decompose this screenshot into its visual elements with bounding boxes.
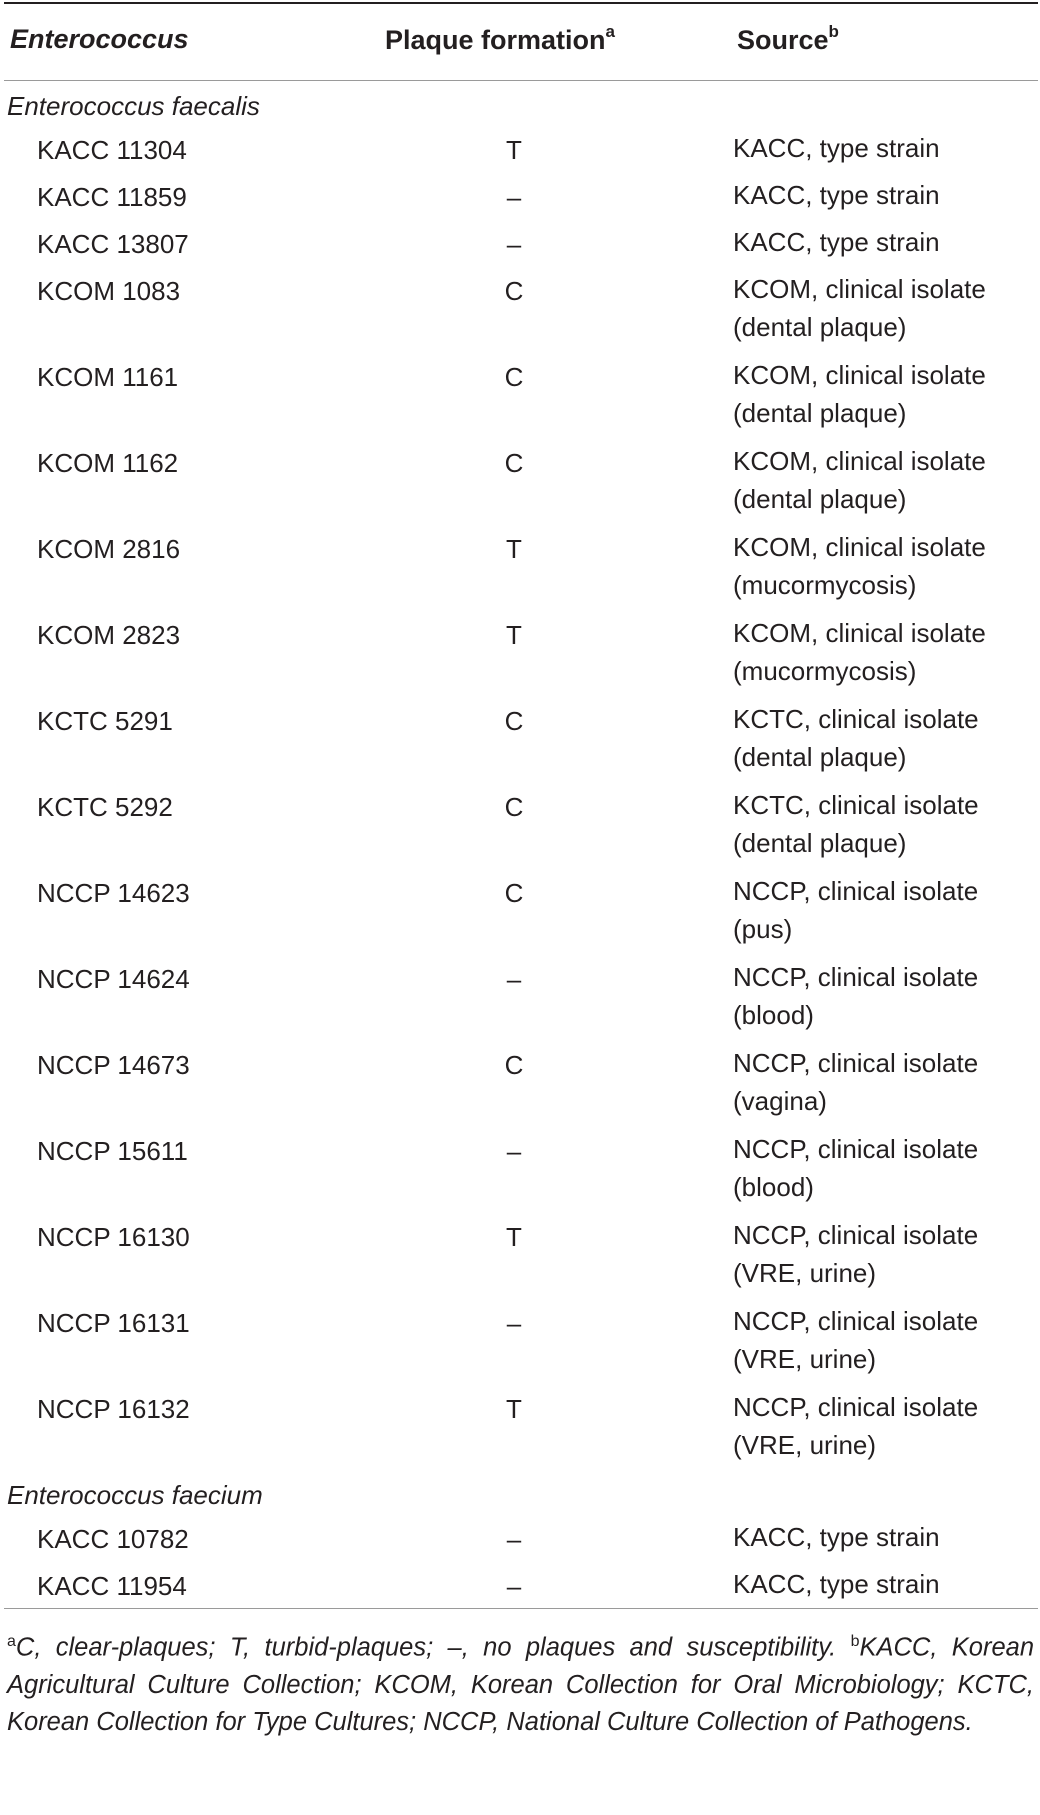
source-line-1: NCCP, clinical isolate bbox=[733, 1048, 979, 1078]
strain-cell: KCOM 1162 bbox=[37, 448, 179, 478]
source-cell bbox=[733, 442, 986, 518]
plaque-cell: C bbox=[504, 362, 524, 392]
source-line-1: NCCP, clinical isolate bbox=[733, 1392, 979, 1422]
source-cell bbox=[733, 1518, 940, 1556]
strain-cell: NCCP 14624 bbox=[37, 964, 190, 994]
plaque-cell: – bbox=[506, 1136, 522, 1166]
source-line-1: NCCP, clinical isolate bbox=[733, 962, 979, 992]
source-line-2: (VRE, urine) bbox=[733, 1258, 877, 1288]
plaque-cell: T bbox=[506, 1394, 522, 1424]
source-line-2: (dental plaque) bbox=[733, 828, 907, 858]
source-line-1: KCOM, clinical isolate bbox=[733, 360, 986, 390]
source-line-2: (mucormycosis) bbox=[733, 656, 917, 686]
source-cell bbox=[733, 1130, 978, 1206]
source-line-2: (VRE, urine) bbox=[733, 1344, 877, 1374]
source-cell bbox=[733, 223, 940, 261]
source-line-1: NCCP, clinical isolate bbox=[733, 876, 979, 906]
strain-cell: KCTC 5291 bbox=[37, 706, 173, 736]
footnote-a-text: C, clear-plaques; T, turbid-plaques; –, no plaques and susceptibility. bbox=[15, 1633, 837, 1662]
plaque-cell: T bbox=[506, 534, 522, 564]
source-cell bbox=[733, 356, 986, 432]
table-row bbox=[4, 172, 1038, 219]
source-line-1: NCCP, clinical isolate bbox=[733, 1134, 979, 1164]
footnote-b-marker: b bbox=[850, 1633, 860, 1650]
plaque-cell: C bbox=[504, 1050, 524, 1080]
strain-cell: NCCP 16132 bbox=[37, 1394, 190, 1424]
table-row bbox=[4, 696, 1038, 782]
source-line-2: (dental plaque) bbox=[733, 398, 907, 428]
footnote-marker-a: a bbox=[605, 22, 615, 41]
header-source: Source$^b$ bbox=[737, 22, 839, 55]
source-line-2: (vagina) bbox=[733, 1086, 827, 1116]
strain-cell: KCOM 2823 bbox=[37, 620, 181, 650]
plaque-cell: T bbox=[506, 1222, 522, 1252]
header-enterococcus: Enterococcus bbox=[10, 24, 189, 54]
source-cell bbox=[733, 176, 940, 214]
source-cell bbox=[733, 700, 979, 776]
table-row bbox=[4, 1561, 1038, 1608]
strain-cell: KACC 11304 bbox=[37, 135, 187, 165]
table-row bbox=[4, 610, 1038, 696]
source-line-2: (dental plaque) bbox=[733, 484, 907, 514]
table-row bbox=[4, 1298, 1038, 1384]
source-line-1: KCTC, clinical isolate bbox=[733, 790, 979, 820]
source-line-2: (blood) bbox=[733, 1000, 814, 1030]
strain-cell: KCOM 2816 bbox=[37, 534, 181, 564]
strain-cell: NCCP 14673 bbox=[37, 1050, 190, 1080]
source-cell bbox=[733, 958, 978, 1034]
table-row bbox=[4, 1040, 1038, 1126]
source-line-1: KACC, type strain bbox=[733, 1569, 940, 1599]
table-row bbox=[4, 1212, 1038, 1298]
strain-table bbox=[4, 2, 1038, 1741]
group-name: Enterococcus faecalis bbox=[7, 91, 260, 121]
group-row bbox=[4, 1470, 1038, 1514]
group-row bbox=[4, 81, 1038, 125]
source-cell bbox=[733, 872, 978, 948]
group-name: Enterococcus faecium bbox=[7, 1480, 263, 1510]
source-line-1: KCOM, clinical isolate bbox=[733, 446, 986, 476]
source-line-1: KACC, type strain bbox=[733, 227, 940, 257]
strain-cell: NCCP 14623 bbox=[37, 878, 190, 908]
plaque-cell: – bbox=[506, 229, 522, 259]
strain-cell: KCOM 1083 bbox=[37, 276, 181, 306]
table-row bbox=[4, 782, 1038, 868]
source-line-1: NCCP, clinical isolate bbox=[733, 1220, 979, 1250]
plaque-cell: T bbox=[506, 620, 522, 650]
strain-cell: KCTC 5292 bbox=[37, 792, 173, 822]
source-line-1: KACC, type strain bbox=[733, 180, 940, 210]
table-header-row bbox=[4, 4, 1038, 80]
table-row bbox=[4, 1384, 1038, 1470]
source-cell bbox=[733, 1388, 978, 1464]
strain-cell: NCCP 16131 bbox=[37, 1308, 190, 1338]
table-body bbox=[4, 81, 1038, 1608]
plaque-cell: – bbox=[506, 1571, 522, 1601]
source-cell bbox=[733, 1216, 978, 1292]
strain-cell: KCOM 1161 bbox=[37, 362, 179, 392]
source-line-2: (mucormycosis) bbox=[733, 570, 917, 600]
table-row bbox=[4, 954, 1038, 1040]
source-cell bbox=[733, 270, 986, 346]
table-row bbox=[4, 1514, 1038, 1561]
table-row bbox=[4, 868, 1038, 954]
source-line-1: KACC, type strain bbox=[733, 133, 940, 163]
plaque-cell: C bbox=[504, 276, 524, 306]
strain-cell: KACC 11859 bbox=[37, 182, 187, 212]
table-row bbox=[4, 125, 1038, 172]
table-row bbox=[4, 266, 1038, 352]
source-cell bbox=[733, 1044, 978, 1120]
plaque-cell: C bbox=[504, 792, 524, 822]
footnote-b-text: KACC, Korean Agricultural Culture Collection; KCOM, Korean Collection for Oral Microbiology; KCTC, Korean Collection for Type Cultures; NCCP, National Culture Collection of Pathogens. bbox=[7, 1633, 1034, 1736]
footnote-a-marker: a bbox=[7, 1633, 16, 1650]
source-line-1: KCTC, clinical isolate bbox=[733, 704, 979, 734]
source-line-2: (pus) bbox=[733, 914, 793, 944]
plaque-cell: T bbox=[506, 135, 522, 165]
source-line-1: KCOM, clinical isolate bbox=[733, 618, 986, 648]
source-cell bbox=[733, 1302, 978, 1378]
plaque-cell: C bbox=[504, 878, 524, 908]
table-row bbox=[4, 1126, 1038, 1212]
header-plaque-formation: Plaque formation$^a$ bbox=[385, 22, 615, 55]
source-cell bbox=[733, 786, 979, 862]
strain-cell: KACC 11954 bbox=[37, 1571, 187, 1601]
table-footnote bbox=[4, 1609, 1038, 1741]
plaque-cell: – bbox=[506, 964, 522, 994]
source-line-1: KCOM, clinical isolate bbox=[733, 274, 986, 304]
source-line-2: (dental plaque) bbox=[733, 742, 907, 772]
source-line-2: (dental plaque) bbox=[733, 312, 907, 342]
source-line-1: KCOM, clinical isolate bbox=[733, 532, 986, 562]
source-cell bbox=[733, 528, 986, 604]
table-row bbox=[4, 438, 1038, 524]
strain-cell: KACC 13807 bbox=[37, 229, 189, 259]
plaque-cell: C bbox=[504, 706, 524, 736]
plaque-cell: – bbox=[506, 182, 522, 212]
plaque-cell: – bbox=[506, 1524, 522, 1554]
footnote-marker-b: b bbox=[828, 22, 839, 41]
source-line-1: NCCP, clinical isolate bbox=[733, 1306, 979, 1336]
plaque-cell: – bbox=[506, 1308, 522, 1338]
strain-cell: KACC 10782 bbox=[37, 1524, 189, 1554]
strain-cell: NCCP 16130 bbox=[37, 1222, 190, 1252]
strain-cell: NCCP 15611 bbox=[37, 1136, 188, 1166]
table-row bbox=[4, 524, 1038, 610]
source-line-2: (VRE, urine) bbox=[733, 1430, 877, 1460]
plaque-cell: C bbox=[504, 448, 524, 478]
source-cell bbox=[733, 614, 986, 690]
source-cell bbox=[733, 129, 940, 167]
table-row bbox=[4, 352, 1038, 438]
source-cell bbox=[733, 1565, 940, 1603]
table-row bbox=[4, 219, 1038, 266]
source-line-1: KACC, type strain bbox=[733, 1522, 940, 1552]
source-line-2: (blood) bbox=[733, 1172, 814, 1202]
